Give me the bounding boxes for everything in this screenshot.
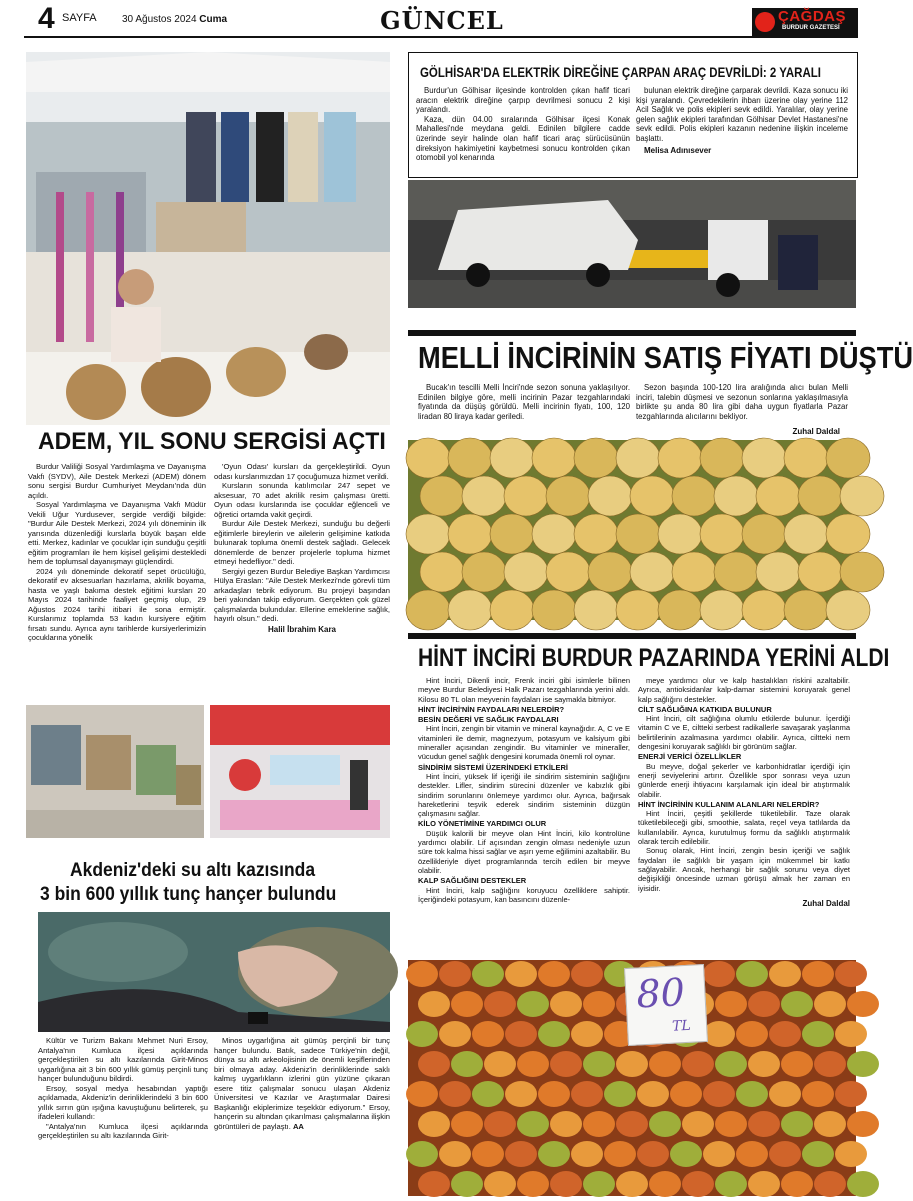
exhibition-photo — [26, 52, 390, 425]
prickly-pear-fruit — [748, 1111, 780, 1137]
prickly-pear-fruit — [505, 1021, 537, 1047]
prickly-pear-fruit — [418, 991, 450, 1017]
tow-truck-photo — [408, 180, 856, 308]
prickly-pear-fruit — [814, 1051, 846, 1077]
price-sign-value: 80 — [635, 970, 686, 1017]
fig-fruit — [616, 514, 660, 554]
prickly-pear-fruit — [637, 1081, 669, 1107]
akdeniz-p3: "Antalya'nın Kumluca ilçesi açıklarında gerçekleştirilen su altı kazılarında Girit- — [38, 1121, 208, 1140]
prickly-pear-fruit — [472, 961, 504, 987]
prickly-pear-fruit — [682, 1051, 714, 1077]
prickly-pear-fruit — [703, 1141, 735, 1167]
prickly-pear-fruit — [748, 1171, 780, 1197]
fig-fruit — [406, 590, 450, 630]
prickly-pear-fruit — [748, 991, 780, 1017]
prickly-pear-fruit — [550, 1171, 582, 1197]
prickly-pear-fruit — [847, 1111, 879, 1137]
painting-exhibit-photo — [26, 705, 204, 838]
fig-fruit — [546, 476, 590, 516]
prickly-pear-fruit — [439, 1021, 471, 1047]
fig-fruit — [616, 590, 660, 630]
fig-fruit — [462, 552, 506, 592]
fig-fruit — [406, 438, 450, 478]
prickly-pear-fruit — [538, 1141, 570, 1167]
prickly-pear-fruit — [604, 1141, 636, 1167]
prickly-pear-fruit — [538, 1021, 570, 1047]
header-rule — [24, 36, 858, 38]
prickly-pear-fruit — [835, 1141, 867, 1167]
prickly-pear-fruit — [616, 1171, 648, 1197]
prickly-pear-fruit — [781, 1111, 813, 1137]
figs-photo — [408, 440, 856, 620]
prickly-pear-fruit — [550, 1051, 582, 1077]
fig-fruit — [700, 590, 744, 630]
prickly-pear-fruit — [835, 961, 867, 987]
hint-c1-9: Hint İnciri, kalp sağlığını koruyucu özelliklere sahiptir. İçeriğindeki potasyum, kan basıncını düzenle- — [418, 885, 630, 904]
fig-fruit — [658, 514, 702, 554]
melli-col-1 — [418, 383, 630, 421]
prickly-pear-fruit — [769, 1141, 801, 1167]
hint-c1-1: HİNT İNCİRİ'NİN FAYDALARI NELERDİR? — [418, 704, 565, 714]
fig-fruit — [700, 438, 744, 478]
prickly-pear-fruit — [418, 1051, 450, 1077]
prickly-pear-fruit — [670, 1141, 702, 1167]
adem-col-1 — [28, 462, 206, 643]
hint-c1-4: SİNDİRİM SİSTEMİ ÜZERİNDEKİ ETKİLERİ — [418, 762, 569, 772]
figs-art — [408, 440, 856, 620]
melli-headline: MELLİ İNCİRİNİN SATIŞ FİYATI DÜŞTÜ — [418, 340, 913, 375]
prickly-pear-fruit — [517, 991, 549, 1017]
prickly-pear-fruit — [472, 1141, 504, 1167]
fig-fruit — [714, 476, 758, 516]
golhisar-col-2 — [636, 86, 848, 155]
golhisar-p3: bulunan elektrik direğine çarparak devrildi. Kaza sonucu iki kişi yaralandı. Çevredekilerin ihbarı üzerine olay yerine 112 Acil Sağlık ve polis ekipleri sevk edildi. Yaralılar, olay yerine gelen sağlık ekipleri tarafından Gölhisar Devlet Hastanesi'ne sevk edildi. Polis ekipleri kazanın nedenine ilişkin inceleme başlattı. — [636, 86, 848, 143]
prickly-pear-fruit — [451, 991, 483, 1017]
fig-fruit — [574, 514, 618, 554]
prickly-pear-fruit — [703, 1021, 735, 1047]
fig-fruit — [490, 590, 534, 630]
fig-fruit — [504, 476, 548, 516]
golhisar-p2: Kaza, dün 04.00 sıralarında Gölhisar ilçesi Konak Mahallesi'nde meydana geldi. Edinilen bilgilere cadde üzerinde seyir halinde olan hafif ticari araç sürücüsünün direksiyon hakimiyetini kaybetmesi sonucu kontrolden çıkan otomobil yol kenarında — [416, 114, 630, 163]
fig-fruit — [588, 476, 632, 516]
prickly-pear-fruit — [835, 1081, 867, 1107]
fig-fruit — [826, 590, 870, 630]
tow-truck-art — [408, 180, 856, 308]
prickly-pear-fruit — [505, 1081, 537, 1107]
fig-fruit — [658, 590, 702, 630]
hint-c2-4: Bu meyve, doğal şekerler ve karbonhidratlar içerdiği için enerji seviyelerini artırır. Özellikle spor sonrası veya uzun günlerde enerji ihtiyacını karşılamak için ideal bir atıştırmalık olabilir. — [638, 761, 850, 799]
hint-c1-8: KALP SAĞLIĞINI DESTEKLER — [418, 876, 527, 886]
prickly-pear-fruit — [505, 1141, 537, 1167]
weekday-text: Cuma — [199, 14, 228, 25]
prickly-pear-fruit — [616, 1111, 648, 1137]
prickly-pear-fruit — [472, 1021, 504, 1047]
exhibition-photo-art — [26, 52, 390, 425]
hint-col-2 — [638, 676, 850, 908]
hint-c2-1: CİLT SAĞLIĞINA KATKIDA BULUNUR — [638, 704, 772, 714]
hint-c1-6: KİLO YÖNETİMİNE YARDIMCI OLUR — [418, 819, 547, 829]
prickly-pear-fruit — [484, 1171, 516, 1197]
prickly-pear-fruit — [847, 1171, 879, 1197]
fig-fruit — [658, 438, 702, 478]
fig-fruit — [826, 514, 870, 554]
page-number: 4 — [38, 2, 55, 35]
fig-fruit — [784, 438, 828, 478]
prickly-pear-fruit — [583, 1111, 615, 1137]
prickly-pear-fruit — [484, 1051, 516, 1077]
adem-p4: 'Oyun Odası' kursları da gerçekleştirildi. Oyun odası kurslarımızdan 17 çocuğumuza hizmet verildi. — [214, 462, 390, 481]
logo-name: ÇAĞDAŞ — [778, 8, 847, 25]
prickly-pear-fruit — [406, 1141, 438, 1167]
fig-fruit — [714, 552, 758, 592]
hint-c1-2: BESİN DEĞERİ VE SAĞLIK FAYDALARI — [418, 715, 559, 725]
akdeniz-p4-text: Minos uygarlığına ait gümüş perçinli bir tunç hançer bulundu. Batık, sadece Türkiye'nin değil, dünya su altı arkeolojisinin de önemli keşiflerinden biri olmaya aday. Akdeniz'in derinliklerinde saklı kalmış uygarlıkların izlerini gün yüzüne çıkaran esere titiz çalışmalar sonucu ulaşan Akdeniz Üniversitesi ve Kazılar ve Araştırmalar Dairesi Başkanlığı ekiplerimize teşekkür ediyorum." Ersoy, hançerin su altından çıkarılması çalışmalarına ilişkin görüntüleri de paylaştı. — [214, 1036, 390, 1131]
melli-col-2 — [636, 383, 848, 421]
prickly-pear-fruit — [781, 1051, 813, 1077]
prickly-pear-fruit — [802, 1141, 834, 1167]
prickly-pear-fruit — [418, 1111, 450, 1137]
prickly-pear-fruit — [736, 1141, 768, 1167]
prickly-pear-fruit — [583, 1171, 615, 1197]
melli-p2: Sezon başında 100-120 lira aralığında alıcı bulan Melli inciri, talebin düşmesi ve sezonun sonlarına yaklaşılmasıyla birlikte şu anda 80 lira gibi daha uygun fiyatlarla Pazar tezgahlarında alıcılarını bekliyor. — [636, 383, 848, 421]
prickly-pear-fruit — [439, 1081, 471, 1107]
logo-mark-icon — [755, 12, 775, 32]
prickly-pear-fruit — [550, 1111, 582, 1137]
hint-c2-6: Hint İnciri, çeşitli şekillerde tüketilebilir. Taze olarak tüketilebileceği gibi, smoothie, salata, reçel veya tatlılarda da kullanılabilir. Ayrıca, kurutulmuş formu da sağlıklı atıştırmalık olarak tercih edilebilir. — [638, 809, 850, 847]
melli-p1: Bucak'ın tescilli Melli İnciri'nde sezon sonuna yaklaşılıyor. Edinilen bilgiye göre, melli incirinin Pazar tezgahlarındaki fiyatında da düşüş görüldü. Melli incirinin fiyatı, 100, 120 liradan 80 liraya kadar geriledi. — [418, 383, 630, 421]
fig-fruit — [672, 476, 716, 516]
hint-top-bar — [408, 633, 856, 639]
price-sign-unit: TL — [671, 1017, 692, 1035]
adem-p6: Burdur Aile Destek Merkezi, sunduğu bu değerli eğitimlerle bireylerin ve ailelerin gelişimine katkıda bulunarak topluma önemli destek sağladı. Gelecek dönemlerde de benzer projelerle topluma hizmet etmeyi hedefliyor." dedi. — [214, 519, 390, 566]
fig-fruit — [448, 514, 492, 554]
prickly-pear-fruit — [769, 1081, 801, 1107]
fig-fruit — [784, 514, 828, 554]
fig-fruit — [672, 552, 716, 592]
fig-fruit — [840, 552, 884, 592]
hint-c2-0: meye yardımcı olur ve kalp hastalıkları riskini azaltabilir. Ayrıca, antioksidanlar kalp-damar sistemini koruyarak genel kalp sağlığını destekler. — [638, 676, 850, 704]
prickly-pear-fruit — [715, 1051, 747, 1077]
adem-col-2 — [214, 462, 390, 634]
prickly-pear-fruit — [637, 1141, 669, 1167]
prickly-pear-fruit — [814, 1171, 846, 1197]
prickly-pear-fruit — [571, 1081, 603, 1107]
prickly-pear-fruit — [802, 961, 834, 987]
prickly-pear-fruit — [451, 1171, 483, 1197]
prickly-pear-fruit — [604, 1081, 636, 1107]
prickly-pear-fruit — [439, 1141, 471, 1167]
hint-c2-5: HİNT İNCİRİNİN KULLANIM ALANLARI NELERDİR? — [638, 799, 820, 809]
date-text: 30 Ağustos 2024 — [122, 14, 197, 25]
prickly-pear-fruit — [715, 1111, 747, 1137]
prickly-pear-fruit — [538, 961, 570, 987]
adem-p5: Kursların sonunda katılımcılar 247 sepet ve aksesuar, 70 adet akrilik resim çalışması üretti. Oyun odası kurslarında ise çocuklar eğlenceli ve öğretici ortamda vakit geçirdi. — [214, 481, 390, 519]
prickly-pear-fruit — [715, 991, 747, 1017]
adem-p7: Sergiyi gezen Burdur Belediye Başkan Yardımcısı Hülya Eraslan: "Aile Destek Merkezi'nde görevli tüm arkadaşları tebrik ediyorum. Bu projeyi başından beri yakından takip ediyorum. Gerçekten çok güzel çalışmalarda bulundular. Ellerine emeklerine sağlık, hayırlı olsun." dedi. — [214, 566, 390, 623]
section-title: GÜNCEL — [380, 6, 504, 35]
painting-exhibit-art — [26, 705, 204, 838]
melli-author: Zuhal Daldal — [792, 427, 840, 436]
issue-date — [122, 14, 227, 25]
prickly-pear-fruit — [571, 961, 603, 987]
akdeniz-col-2 — [214, 1036, 390, 1131]
prickly-pear-fruit — [736, 1021, 768, 1047]
hint-col-1 — [418, 676, 630, 904]
prickly-pear-fruit — [781, 991, 813, 1017]
fig-fruit — [588, 552, 632, 592]
hint-c1-0: Hint İnciri, Dikenli incir, Frenk inciri gibi isimlerle bilinen meyve Burdur Belediyesi Halk Pazarı tezgahlarında yerini aldı. Kilosu 80 TL olan meyvenin faydaları ise saymakla bitmiyor. — [418, 676, 630, 704]
hint-author: Zuhal Daldal — [802, 898, 850, 908]
prickly-pear-fruit — [814, 1111, 846, 1137]
prickly-pear-fruit — [472, 1081, 504, 1107]
prickly-pear-fruit — [649, 1111, 681, 1137]
prickly-pear-fruit — [484, 1111, 516, 1137]
fig-fruit — [420, 476, 464, 516]
golhisar-p1: Burdur'un Gölhisar ilçesinde kontrolden çıkan hafif ticari aracın elektrik direğine çarpıp devrilmesi sonucu 2 kişi yaralandı. — [416, 86, 630, 115]
golhisar-col-1 — [416, 86, 630, 163]
fig-fruit — [574, 438, 618, 478]
fig-fruit — [532, 438, 576, 478]
prickly-pear-fruit — [703, 1081, 735, 1107]
prickly-pear-fruit — [406, 961, 438, 987]
prickly-pear-fruit — [682, 1111, 714, 1137]
prickly-pear-fruit — [748, 1051, 780, 1077]
golhisar-author: Melisa Adınısever — [644, 145, 712, 155]
hint-c2-2: Hint İnciri, cilt sağlığına olumlu etkilerde bulunur. İçerdiği vitamin C ve E, ciltteki serbest radikallerle savaşarak yaşlanma belirtilerinin azalmasına yardımcı olabilir. Ayrıca, ciltteki nem dengesini koruyarak sağlıklı bir görünüm sağlar. — [638, 714, 850, 752]
fig-fruit — [532, 514, 576, 554]
prickly-pear-fruit — [418, 1171, 450, 1197]
fig-fruit — [798, 552, 842, 592]
prickly-pear-fruit — [802, 1021, 834, 1047]
fig-fruit — [840, 476, 884, 516]
prickly-pear-fruit — [781, 1171, 813, 1197]
akdeniz-p2: Ersoy, sosyal medya hesabından yaptığı açıklamada, Akdeniz'in derinliklerindeki 3 bin 600 yıllık sırrın gün ışığına kavuştuğunu belirterek, şu ifadeleri kullandı: — [38, 1083, 208, 1121]
prickly-pear-fruit — [847, 1051, 879, 1077]
adem-p1: Burdur Valiliği Sosyal Yardımlaşma ve Dayanışma Vakfı (SYDV), Aile Destek Merkezi (ADEM) dönem sonu sergisi Burdur Cumhuriyet Meydanı'nda dün açıldı. — [28, 462, 206, 500]
logo-subtitle: BURDUR GAZETESİ — [782, 25, 840, 31]
prickly-pear-fruit — [616, 1051, 648, 1077]
akdeniz-headline-1: Akdeniz'deki su altı kazısında — [70, 860, 316, 881]
prickly-pear-fruit — [583, 1051, 615, 1077]
prickly-pear-fruit — [649, 1171, 681, 1197]
akdeniz-col-1 — [38, 1036, 208, 1141]
prickly-pear-photo — [408, 960, 856, 1196]
fig-fruit — [756, 476, 800, 516]
underwater-dagger-photo — [38, 912, 390, 1032]
fig-fruit — [490, 438, 534, 478]
prickly-pear-fruit — [538, 1081, 570, 1107]
prickly-pear-fruit — [517, 1051, 549, 1077]
prickly-pear-fruit — [571, 1021, 603, 1047]
adem-author: Halil İbrahim Kara — [267, 624, 337, 634]
akdeniz-p1: Kültür ve Turizm Bakanı Mehmet Nuri Ersoy, Antalya'nın Kumluca ilçesi açıklarında gerçekleştirilen su altı kazılarında Girit-Minos uygarlığına ait 3 bin 600 yıllık gümüş perçinli tunç hançer bulunduğunu bildirdi. — [38, 1036, 208, 1083]
page-word: SAYFA — [62, 12, 97, 24]
stand-art — [210, 705, 390, 838]
fig-fruit — [700, 514, 744, 554]
fig-fruit — [630, 476, 674, 516]
prickly-pear-fruit — [406, 1081, 438, 1107]
prickly-pear-fruit — [505, 961, 537, 987]
prickly-pear-fruit — [550, 991, 582, 1017]
prickly-pear-fruit — [517, 1111, 549, 1137]
fig-fruit — [742, 590, 786, 630]
fig-fruit — [546, 552, 590, 592]
fig-fruit — [490, 514, 534, 554]
fig-fruit — [630, 552, 674, 592]
prickly-pear-fruit — [682, 1171, 714, 1197]
fig-fruit — [448, 438, 492, 478]
hint-c1-5: Hint İnciri, yüksek lif içeriği ile sindirim sisteminin sağlığını destekler. Lifler, sindirim sürecini düzenler ve kabızlık gibi sindirim sorunlarını önlemeye yardımcı olur. Ayrıca, bağırsak hareketlerini teşvik ederek sindirim sisteminin düzgün çalışmasını sağlar. — [418, 771, 630, 819]
adem-p3: 2024 yılı döneminde dekoratif sepet örücülüğü, dekoratif ev aksesuarları hazırlama, akrilik boyama, hasta ve yaşlı bakıma destek eğitimi kursları 20 Mayıs 2024 tarihinde faaliyet geçmiş olup, 29 Ağustos 2024 tarihi itibari ile sona ermiştir. Kurslarımız toplamda 53 kadın kursiyere eğitim fırsatı sundu. Ayrıca aynı tarihlerde kursiyerlerimizin çocuklarına yönelik — [28, 566, 206, 642]
fig-fruit — [742, 438, 786, 478]
prickly-pear-fruit — [583, 991, 615, 1017]
hint-c1-7: Düşük kalorili bir meyve olan Hint İnciri, kilo kontrolüne yardımcı olabilir. Lif açısından zengin olması nedeniyle uzun süre tok kalma hissi sağlar ve aşırı yeme eğilimini azaltabilir. Bu özellikleriyle diyet programlarında tercih edilen bir meyve olabilir. — [418, 828, 630, 875]
fig-fruit — [742, 514, 786, 554]
prickly-pear-fruit — [715, 1171, 747, 1197]
hint-c1-3: Hint İnciri, zengin bir vitamin ve mineral kaynağıdır. A, C ve E vitaminleri ile demir, magnezyum, potasyum ve kalsiyum gibi mineraller açısından zengindir. Bu vitaminler ve mineraller, vücudun genel sağlık dengesini korumada önemli rol oynar. — [418, 724, 630, 762]
underwater-art — [38, 912, 390, 1032]
prickly-pear-fruit — [814, 991, 846, 1017]
adem-p2: Sosyal Yardımlaşma ve Dayanışma Vakfı Müdür Vekili Uğur Yurdusever, sergide verdiği bilgide: "Burdur Aile Destek Merkezi, 2024 yılı döneminin ilk yarısında düzenlediği kurslarla büyük başarı elde etti. Merkez, kadınlar ve çocuklar için sunduğu çeşitli eğitim programları ile hem kişisel gelişimi destekledi hem de toplumsal dayanışmayı güçlendirdi. — [28, 500, 206, 566]
prickly-pear-fruit — [517, 1171, 549, 1197]
prickly-pear-fruit — [451, 1111, 483, 1137]
prickly-pear-fruit — [769, 961, 801, 987]
prickly-pear-fruit — [484, 991, 516, 1017]
fig-fruit — [406, 514, 450, 554]
prickly-pear-fruit — [670, 1081, 702, 1107]
fig-fruit — [826, 438, 870, 478]
prickly-pear-fruit — [847, 991, 879, 1017]
fig-fruit — [798, 476, 842, 516]
fig-fruit — [462, 476, 506, 516]
akdeniz-headline-2: 3 bin 600 yıllık tunç hançer bulundu — [40, 884, 337, 905]
prickly-pear-fruit — [802, 1081, 834, 1107]
hint-c2-3: ENERJİ VERİCİ ÖZELLİKLER — [638, 752, 742, 762]
fig-fruit — [784, 590, 828, 630]
melli-top-bar — [408, 330, 856, 336]
fig-fruit — [504, 552, 548, 592]
stand-photo — [210, 705, 390, 838]
price-sign — [624, 964, 708, 1046]
fig-fruit — [532, 590, 576, 630]
golhisar-headline: GÖLHİSAR'DA ELEKTRİK DİREĞİNE ÇARPAN ARAÇ DEVRİLDİ: 2 YARALI — [420, 64, 821, 80]
prickly-pear-fruit — [769, 1021, 801, 1047]
prickly-pear-fruit — [736, 1081, 768, 1107]
fig-fruit — [574, 590, 618, 630]
fig-fruit — [420, 552, 464, 592]
prickly-pear-fruit — [649, 1051, 681, 1077]
akdeniz-p4 — [214, 1036, 390, 1131]
cagdas-logo — [752, 8, 858, 36]
hint-headline: HİNT İNCİRİ BURDUR PAZARINDA YERİNİ ALDI — [418, 644, 890, 672]
prickly-pear-fruit — [835, 1021, 867, 1047]
prickly-pear-fruit — [406, 1021, 438, 1047]
fig-fruit — [448, 590, 492, 630]
prickly-pear-fruit — [703, 961, 735, 987]
prickly-pear-fruit — [736, 961, 768, 987]
fig-fruit — [616, 438, 660, 478]
adem-headline: ADEM, YIL SONU SERGİSİ AÇTI — [38, 428, 386, 455]
prickly-pear-fruit — [439, 961, 471, 987]
prickly-pear-fruit — [571, 1141, 603, 1167]
fig-fruit — [756, 552, 800, 592]
prickly-pear-fruit — [451, 1051, 483, 1077]
akdeniz-author: AA — [292, 1121, 304, 1131]
hint-c2-7: Sonuç olarak, Hint İnciri, zengin besin içeriği ve sağlık faydaları ile sağlıklı bir yaşam için mükemmel bir katkı sağlayabilir. Ancak, herhangi bir sağlık sorunu veya diyet değişikliği öncesinde uzman görüşü almak her zaman en iyisidir. — [638, 846, 850, 893]
